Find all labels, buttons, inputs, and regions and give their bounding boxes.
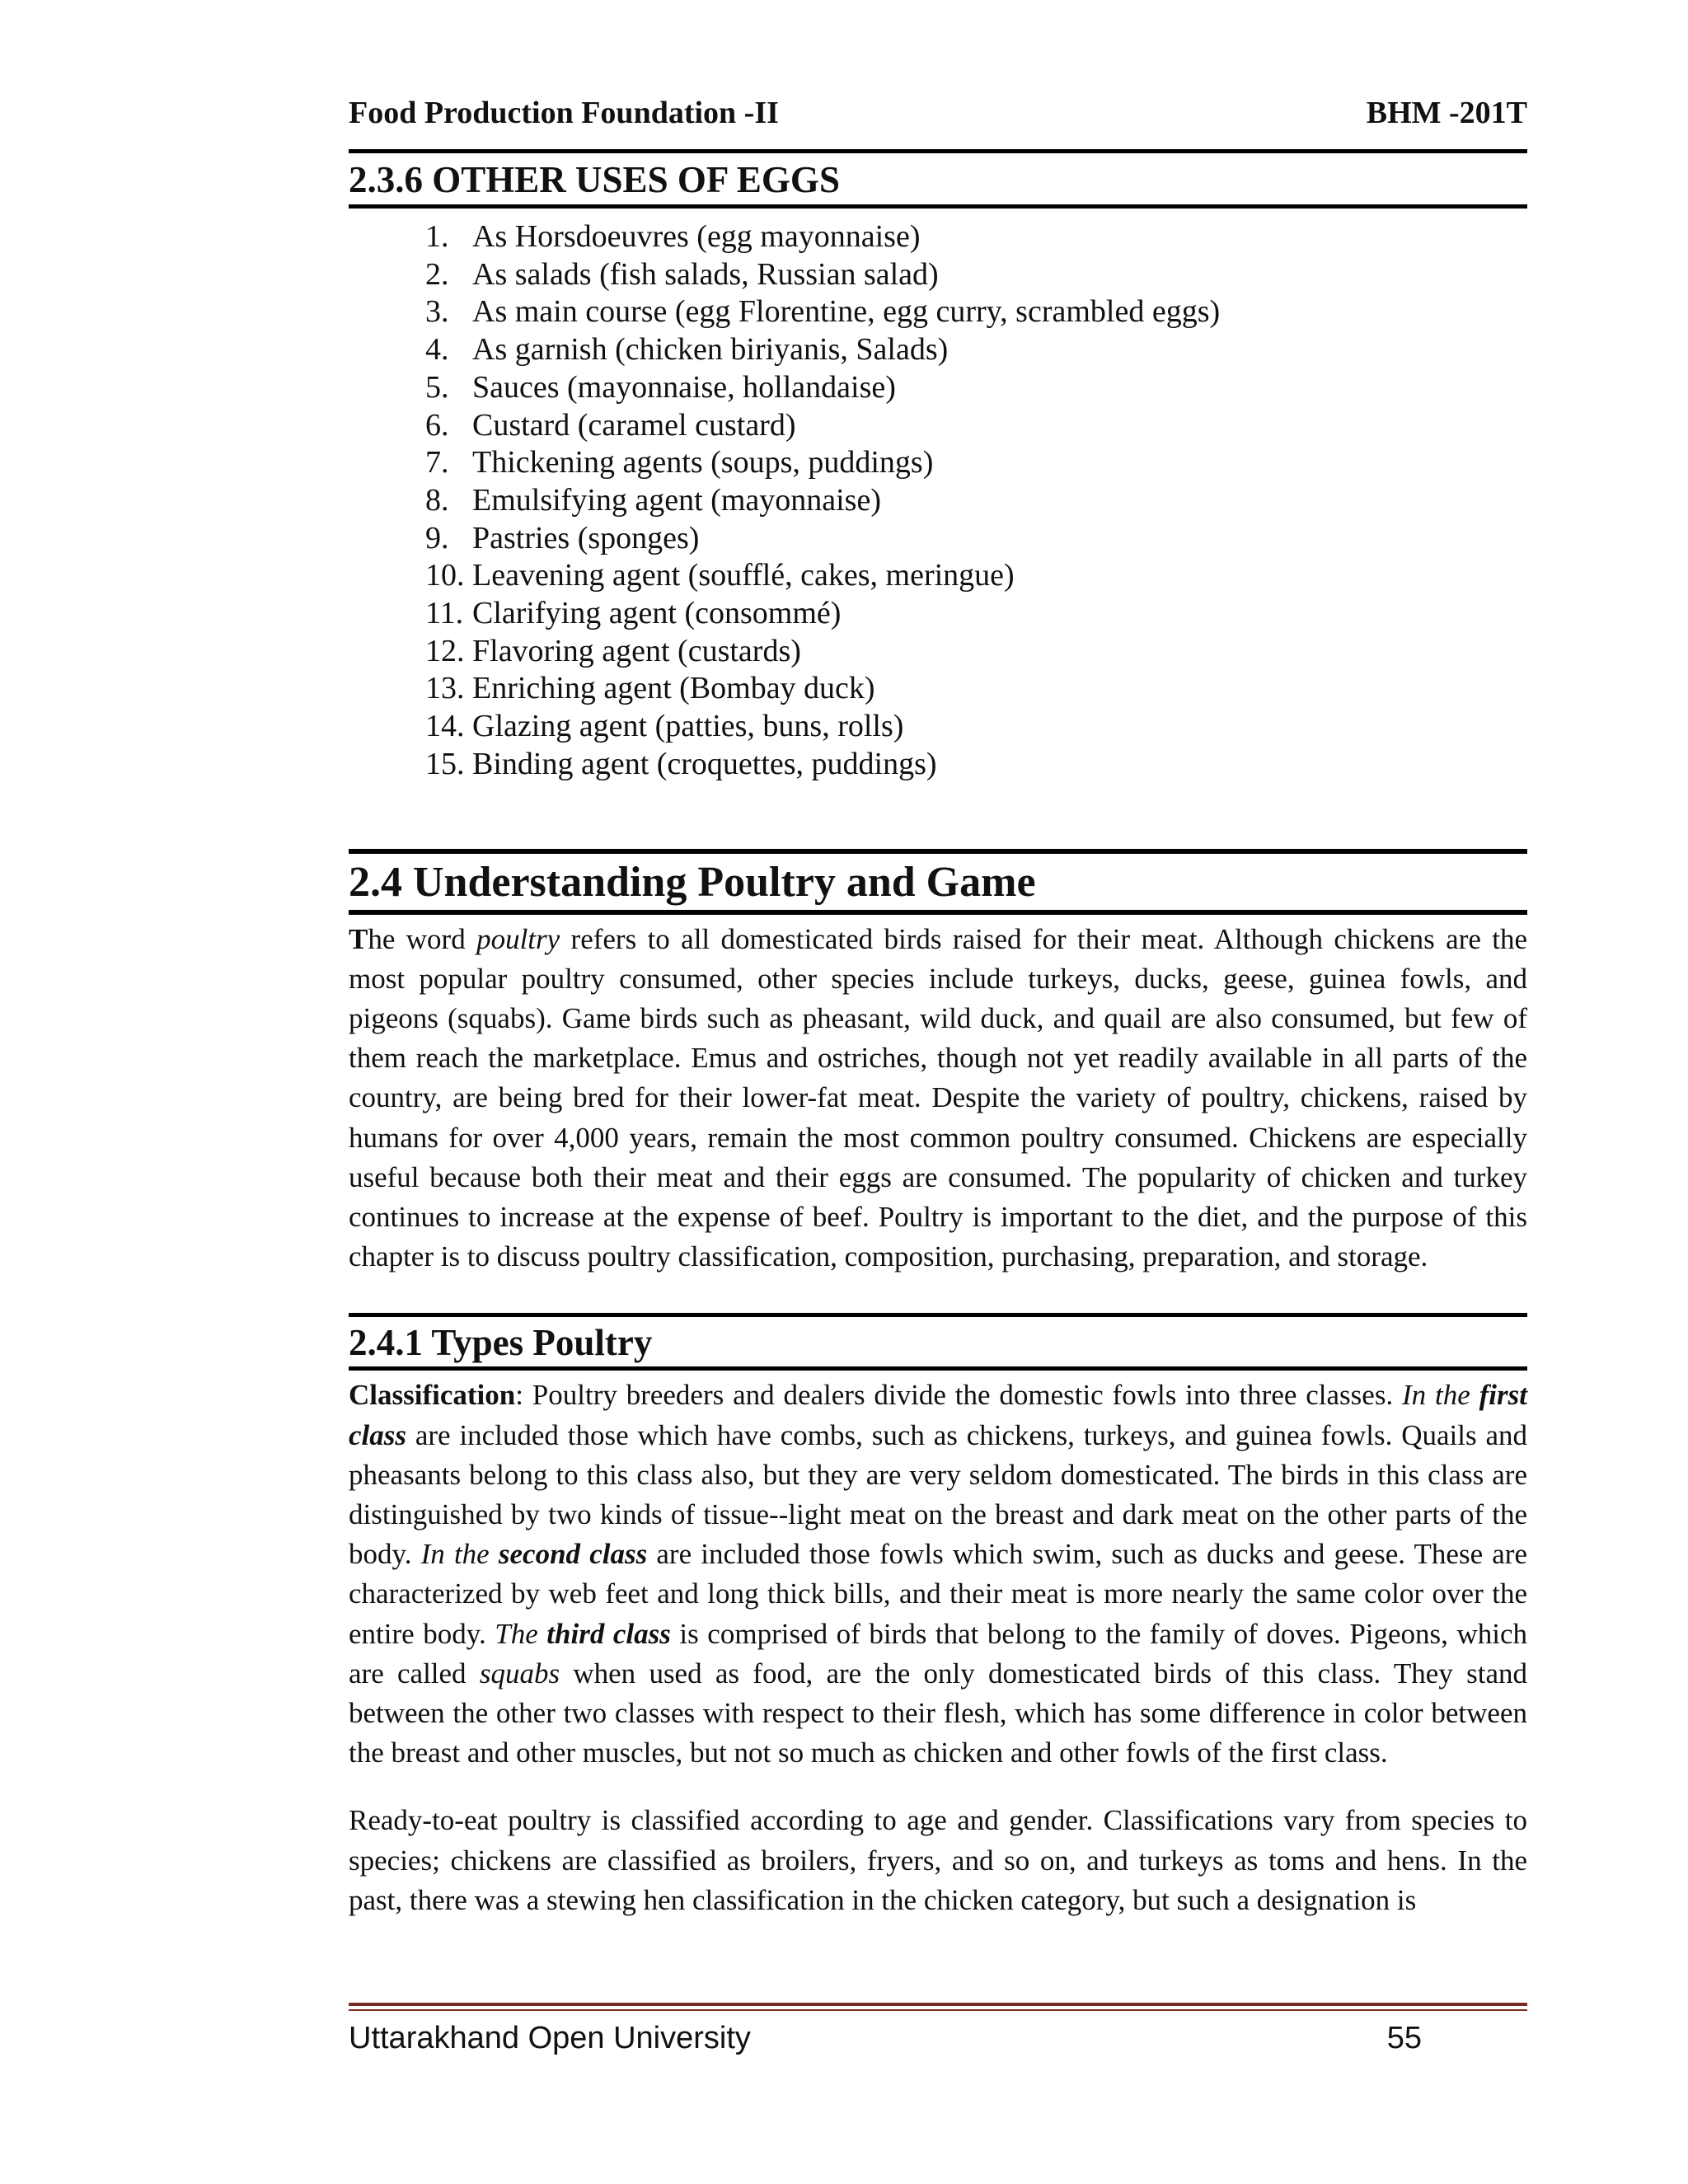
list-item: 13. Enriching agent (Bombay duck) [425, 671, 875, 706]
running-header [349, 95, 1527, 131]
list-item: 14. Glazing agent (patties, buns, rolls) [425, 709, 904, 744]
list-item: 4. As garnish (chicken biriyanis, Salads) [425, 332, 949, 368]
section-2-4-top-rule [349, 849, 1527, 854]
poultry-intro-paragraph: The word poultry refers to all domesticated birds raised for their meat. Although chickens are the most popular poultry consumed, other species include turkeys, ducks, geese, guinea fowls, and pigeons (squabs). Game birds such as pheasant, wild duck, and quail are also consumed, but few of them reach the marketplace. Emus and ostriches, though not yet readily available in all parts of the country, are being bred for their lower-fat meat. Despite the variety of poultry, chickens, raised by humans for over 4,000 years, remain the most common poultry consumed. Chickens are especially useful because both their meat and their eggs are consumed. The popularity of chicken and turkey continues to increase at the expense of beef. Poultry is important to the diet, and the purpose of this chapter is to discuss poultry classification, composition, purchasing, preparation, and storage. [349, 922, 1528, 1273]
section-2-3-6-rule [349, 204, 1527, 209]
footer-university: Uttarakhand Open University [349, 2021, 751, 2055]
section-2-4-bottom-rule [349, 910, 1527, 915]
header-course-code: BHM -201T [1366, 96, 1527, 130]
page-footer [349, 2003, 1527, 2059]
footer-rule-thin [349, 2009, 1527, 2011]
list-item: 2. As salads (fish salads, Russian salad) [425, 256, 939, 292]
list-item: 11. Clarifying agent (consommé) [425, 596, 842, 631]
section-2-3-6-title: 2.3.6 OTHER USES OF EGGS [349, 159, 840, 200]
list-item: 10. Leavening agent (soufflé, cakes, meringue) [425, 558, 1015, 593]
section-2-4-1-bottom-rule [349, 1366, 1527, 1371]
list-item: 3. As main course (egg Florentine, egg curry, scrambled eggs) [425, 294, 1221, 330]
list-item: 7. Thickening agents (soups, puddings) [425, 445, 934, 480]
ready-to-eat-paragraph: Ready-to-eat poultry is classified according to age and gender. Classifications vary from species to species; chickens are classified as broilers, fryers, and so on, and turkeys as toms and hens. In the past, there was a stewing hen classification in the chicken category, but such a designation is [349, 1804, 1527, 1916]
footer-rule [349, 2003, 1527, 2006]
list-item: 15. Binding agent (croquettes, puddings) [425, 746, 937, 781]
list-item: 6. Custard (caramel custard) [425, 407, 796, 443]
section-2-4-1-title: 2.4.1 Types Poultry [349, 1322, 653, 1364]
header-course-title: Food Production Foundation -II [349, 96, 779, 130]
section-2-4-1-top-rule [349, 1313, 1527, 1317]
egg-uses-list [349, 218, 1527, 784]
section-2-4-title: 2.4 Understanding Poultry and Game [349, 858, 1036, 906]
page-number: 55 [1386, 2021, 1422, 2055]
list-item: 12. Flavoring agent (custards) [425, 633, 801, 668]
list-item: 5. Sauces (mayonnaise, hollandaise) [425, 369, 896, 405]
list-item: 9. Pastries (sponges) [425, 520, 700, 555]
page-body [349, 95, 1527, 1920]
classification-paragraph: Classification: Poultry breeders and dealers divide the domestic fowls into three classes. In the first class are included those which have combs, such as chickens, turkeys, and guinea fowls. Quails and pheasants belong to this class also, but they are very seldom domesticated. The birds in this class are distinguished by two kinds of tissue--light meat on the breast and dark meat on the other parts of the body. In the second class are included those fowls which swim, such as ducks and geese. These are characterized by web feet and long thick bills, and their meat is more nearly the same color over the entire body. The third class is comprised of birds that belong to the family of doves. Pigeons, which are called squabs when used as food, are the only domesticated birds of this class. They stand between the other two classes with respect to their flesh, which has some difference in color between the breast and other muscles, but not so much as chicken and other fowls of the first class. [349, 1379, 1527, 1769]
list-item: 8. Emulsifying agent (mayonnaise) [425, 482, 881, 518]
list-item: 1. As Horsdoeuvres (egg mayonnaise) [425, 219, 921, 254]
header-rule [349, 149, 1527, 153]
